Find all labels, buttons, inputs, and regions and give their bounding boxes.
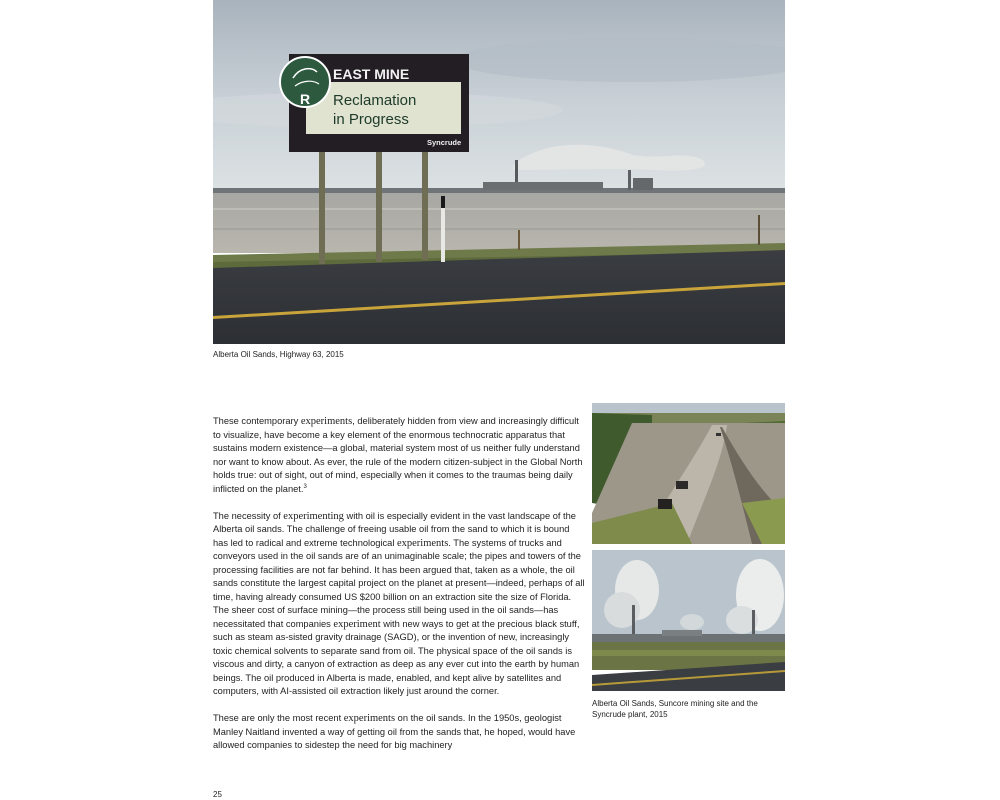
hero-photo — [213, 0, 785, 344]
p3-emphasis-1: experiments — [343, 713, 396, 724]
paragraph-1 — [213, 415, 585, 496]
paragraph-3 — [213, 712, 585, 753]
p1-text-1: These contemporary — [213, 416, 301, 426]
body-text-column — [213, 415, 585, 766]
sign-line-1: Reclamation — [333, 92, 417, 109]
p2-text-3: . The systems of trucks and conveyors used in the oil sands are of an unimaginable scale; the pipes and towers of the processing facilities are not far behind. It has been argued that, taken as a whole, the oil sands constitute the largest capital project on the planet at present—indeed, perhaps of all time, having already consumed US $200 billion on an extraction site the size of Florida. The sheer cost of surface mining—the process still being used in the oil sands—has necessitated that companies — [213, 537, 585, 629]
p3-text-2: on the oil sands. In the 1950s, geologist Manley Naitland invented a way of getting oil from the sands that, he hoped, would have allowed companies to sidestep the need for big machinery — [213, 713, 576, 750]
page-number: 25 — [213, 790, 222, 799]
p2-emphasis-3: experiment — [333, 618, 381, 630]
p2-text-2: with oil is especially evident in the vast landscape of the Alberta oil sands. The challenge of freeing usable oil from the sand to which it is bound has led to radical and extreme technological — [213, 510, 576, 548]
hero-caption: Alberta Oil Sands, Highway 63, 2015 — [213, 350, 344, 359]
mining-site-photo — [592, 403, 785, 544]
p2-emphasis-1: experimenting — [283, 510, 344, 522]
paragraph-2 — [213, 510, 585, 699]
sign-title: EAST MINE — [333, 66, 410, 82]
p1-text-2: , deliberately hidden from view and increasingly difficult to visualize, have become a key element of the enormous technocratic apparatus that sustains modern existence—a global, material system most of us neither fully understand nor want to know about. As ever, the rule of the modern citizen-subject in the Global North holds true: out of sight, out of mind, especially when it comes to the traumas being daily inflicted on the planet. — [213, 416, 583, 494]
p2-emphasis-2: experiments — [396, 537, 449, 549]
p1-emphasis-1: experiments — [300, 416, 353, 427]
footnote-ref: 3 — [303, 483, 307, 490]
side-caption: Alberta Oil Sands, Suncore mining site and the Syncrude plant, 2015 — [592, 699, 758, 719]
p2-text-1: The necessity of — [213, 510, 284, 521]
p3-text-1: These are only the most recent — [213, 713, 344, 723]
sign-brand: Syncrude — [427, 138, 462, 147]
syncrude-plant-photo — [592, 550, 785, 691]
sign-logo-letter: R — [299, 91, 311, 107]
sign-line-2: in Progress — [333, 111, 409, 128]
p2-text-4: with new ways to get at the precious black stuff, such as steam as-sisted gravity drainage (SAGD), or the invention of new, increasingly toxic chemical solvents to separate sand from oil. The physical space of the oil sands is viscous and dirty, a canyon of extraction as deep as any ever cut into the earth by human beings. The oil produced in Alberta is made, enabled, and kept alive by satellites and computers, with AI-assisted oil extraction likely just around the corner. — [213, 618, 580, 696]
